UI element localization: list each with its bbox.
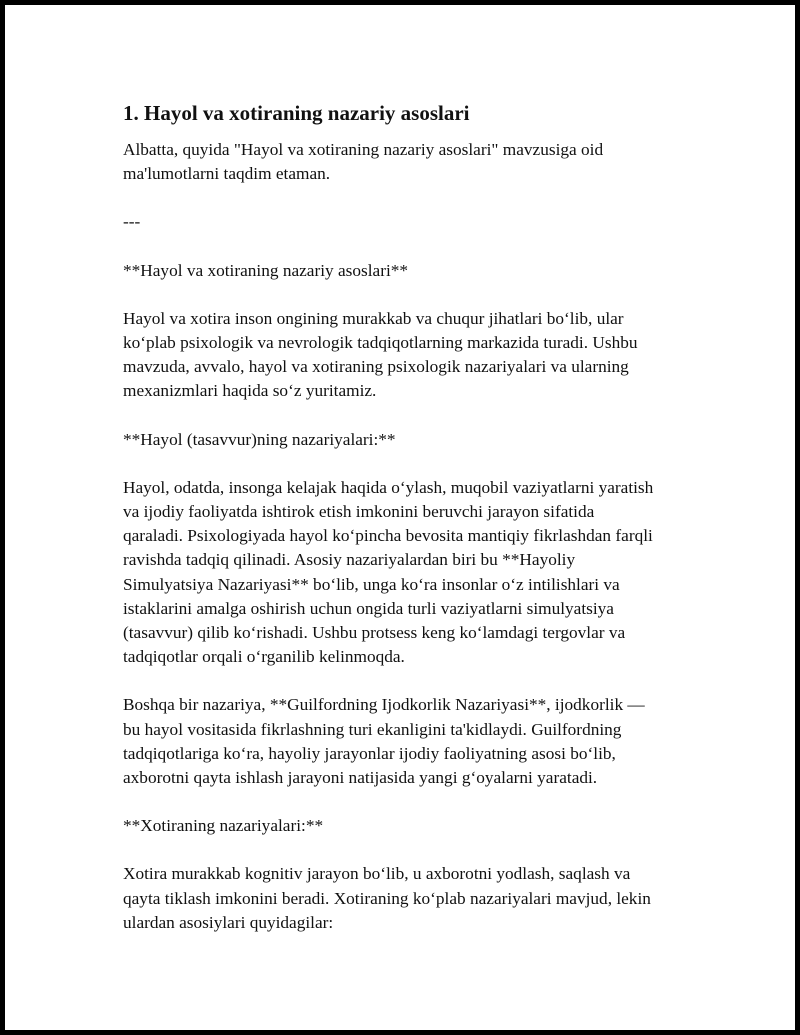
paragraph-line: Boshqa bir nazariya, **Guilfordning Ijodkorlik Nazariyasi**, ijodkorlik — xyxy=(123,695,645,715)
paragraph-line: ko‘plab psixologik va nevrologik tadqiqotlarning markazida turadi. Ushbu xyxy=(123,333,638,353)
paragraph-line: va ijodiy faoliyatda ishtirok etish imkonini beruvchi jarayon sifatida xyxy=(123,502,595,522)
paragraph xyxy=(123,210,723,234)
paragraph-line: ravishda tadqiq qilinadi. Asosiy nazariyalardan biri bu **Hayoliy xyxy=(123,550,576,570)
paragraph-line: **Hayol (tasavvur)ning nazariyalari:** xyxy=(123,429,396,449)
paragraph-line: ulardan asosiylari quyidagilar: xyxy=(123,912,334,932)
paragraph xyxy=(123,259,723,283)
paragraph-list xyxy=(123,138,723,935)
paragraph-line: tadqiqotlariga ko‘ra, hayoliy jarayonlar ijodiy faoliyatning asosi bo‘lib, xyxy=(123,743,616,763)
paragraph-line: Simulyatsiya Nazariyasi** bo‘lib, unga ko‘ra insonlar o‘z intilishlari va xyxy=(123,574,620,594)
paragraph xyxy=(123,476,723,670)
paragraph-line: Hayol va xotira inson ongining murakkab va chuqur jihatlari bo‘lib, ular xyxy=(123,308,624,328)
paragraph-line: Albatta, quyida "Hayol va xotiraning nazariy asoslari" mavzusiga oid xyxy=(123,140,604,159)
paragraph-line: **Xotiraning nazariyalari:** xyxy=(123,816,324,836)
paragraph-line: (tasavvur) qilib ko‘rishadi. Ushbu protsess keng ko‘lamdagi tergovlar va xyxy=(123,623,626,643)
paragraph-line: ma'lumotlarni taqdim etaman. xyxy=(123,164,331,184)
paragraph xyxy=(123,693,723,790)
paragraph-line: mavzuda, avvalo, hayol va xotiraning psixologik nazariyalari va ularning xyxy=(123,357,629,377)
paragraph-line: Xotira murakkab kognitiv jarayon bo‘lib, u axborotni yodlash, saqlash va xyxy=(123,864,631,884)
paragraph-line: mexanizmlari haqida so‘z yuritamiz. xyxy=(123,381,377,401)
paragraph-line: istaklarini amalga oshirish uchun ongida turli vaziyatlarni simulyatsiya xyxy=(123,598,614,618)
paragraph-line: **Hayol va xotiraning nazariy asoslari** xyxy=(123,260,409,280)
paragraph xyxy=(123,138,723,186)
paragraph-line: axborotni qayta ishlash jarayoni natijasida yangi g‘oyalarni yaratadi. xyxy=(123,768,598,788)
paragraph-line: qayta tiklash imkonini beradi. Xotiraning ko‘plab nazariyalari mavjud, lekin xyxy=(123,888,651,908)
document-body xyxy=(123,99,723,959)
paragraph-line: --- xyxy=(123,212,141,232)
paragraph-line: bu hayol vositasida fikrlashning turi ekanligini ta'kidlaydi. Guilfordning xyxy=(123,719,622,739)
paragraph xyxy=(123,428,723,452)
paragraph xyxy=(123,814,723,838)
paragraph xyxy=(123,862,723,935)
page-title: 1. Hayol va xotiraning nazariy asoslari xyxy=(123,101,470,125)
paragraph-line: qaraladi. Psixologiyada hayol ko‘pincha bevosita mantiqiy fikrlashdan farqli xyxy=(123,526,653,546)
paragraph xyxy=(123,307,723,404)
paragraph-line: tadqiqotlar orqali o‘rganilib kelinmoqda. xyxy=(123,647,405,667)
paragraph-line: Hayol, odatda, insonga kelajak haqida o‘ylash, muqobil vaziyatlarni yaratish xyxy=(123,477,654,497)
